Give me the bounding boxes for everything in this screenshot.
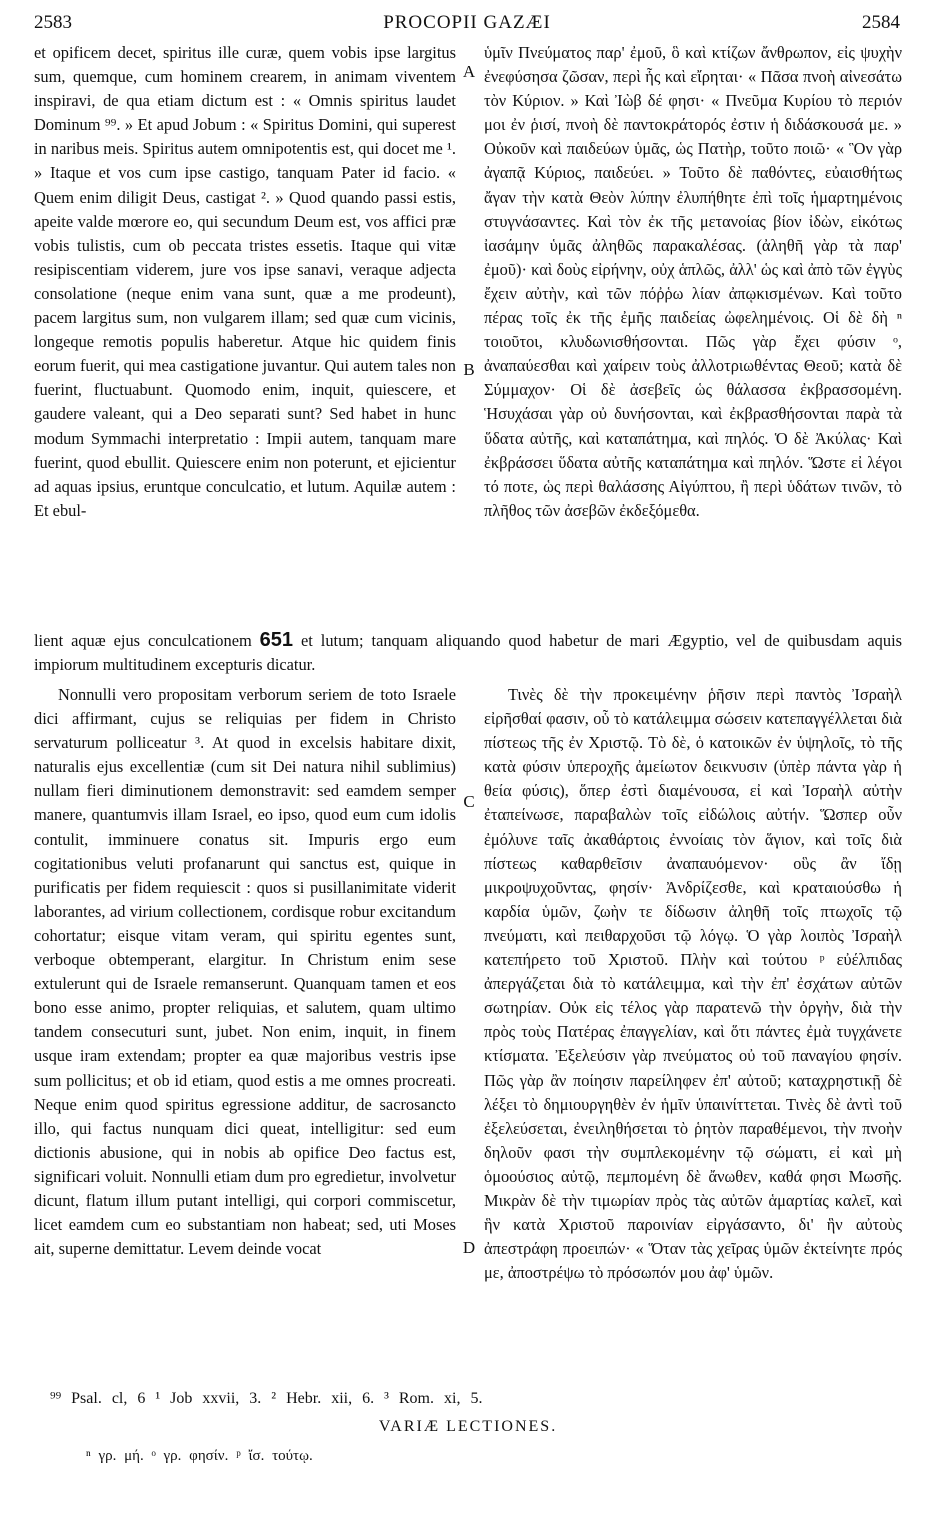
page-number-left: 2583 [34,12,72,33]
footnotes: ⁹⁹ Psal. cl, 6 ¹ Job xxvii, 3. ² Hebr. xii, 6. ³ Rom. xi, 5. [50,1390,483,1407]
running-title: PROCOPII GAZÆI [383,12,551,33]
margin-letter-d: D [462,1238,476,1257]
greek-paragraph-bottom: Τινὲς δὲ τὴν προκειμένην ῥῆσιν περὶ παντὸς Ἰσραὴλ εἰρῆσθαί φασιν, οὗ τὸ κατάλειμμα σώσειν κατεπαγγέλλεται διὰ πίστεως τῆς ἐν Χριστῷ. Τὸ δὲ, ὁ κατοικῶν ἐν ὑψηλοῖς, τὸ τῆς κατὰ φύσιν ὑπεροχῆς ἀμείωτον δεικνυσιν (ὑπὲρ πάντα γὰρ ἡ θεία φύσις), ὅπερ ἐστὶ διαμένουσα, εἰ καὶ Ἰσραὴλ αὐτὴν ἐταπείνωσε, παραβαλὼν τοῖς εἰδώλοις αὐτήν. Ὥσπερ οὖν ἐμόλυνε ταῖς ἀκαθάρτοις ἐννοίαις τὸν ἅγιον, καὶ τοῖς διὰ πίστεως καθαρθεῖσιν ἀναπαυόμενον· οὓς ἂν ἴδῃ μικροψυχοῦντας, φησίν· Ἀνδρίζεσθε, καὶ κραταιούσθω ἡ καρδία ὑμῶν, ζωὴν τε δίδωσιν ἀληθῆ τοῖς πτωχοῖς τῷ πνεύματι, καὶ πειθαρχοῦσι τῷ λόγῳ. Ὁ γὰρ λοιπὸς Ἰσραὴλ κατεπήρετο τοῦ Χριστοῦ. Πλὴν καὶ τούτου ᵖ εὐέλπιδας ἀπεργάζεται διὰ τὸ κατάλειμμα, καὶ τὴν ἐπ' ἐσχάτων αὐτῶν σωτηρίαν. Οὐκ εἰς τέλος γὰρ παρατενῶ τὴν ὀργὴν, διὰ τὴν πρὸς τοὺς Πατέρας ἐπαγγελίαν, καὶ ὅτι πάντες ἐμὰ τυγχάνετε κτίσματα. Ἐξελεύσιν γὰρ πνεύματος οὐ τοῦ παναγίου φησίν. Πῶς γὰρ ἂν ποίησιν παρείληφεν ἐπ' αὐτοῦ; καταχρηστικῇ δὲ λέξει τὸ δημιουργηθὲν ἐν ἡμῖν ὑπαινίττεται. Τινὲς δὲ ἀντὶ τοῦ ἐξελεύσεται, ἐνειληθήσεται τὸ ῥητὸν παραθέμενοι, τὴν πνοὴν δηλοῦν φασι τὴν συμπλεκομένην τῷ σώματι, εἰ καὶ μὴ ὁμοούσιος αὐτῷ, πεμπομένη δὲ ἄνωθεν, καθά φησι Μωσῆς. Μικρὰν δὲ τὴν τιμωρίαν πρὸς τὰς αὐτῶν ἁμαρτίας καλεῖ, καὶ ἣν κατὰ Χριστοῦ παροινίαν εἰργάσαντο, δι' ἣν αὐτοὺς ἀπεστράφη προειπών· « Ὅταν τὰς χεῖρας ὑμῶν ἐκτείνητε πρός με, ἀποστρέψω τὸ πρόσωπόν μου ἀφ' ὑμῶν. [484,685,902,1283]
margin-letter-a: A [462,62,476,81]
spanning-text-after: et lutum; tanquam aliquando quod habetur de mari Ægyptio, vel de quibusdam aquis impiorum multitudinem excepturis dicatur. [34,631,902,675]
greek-column-bottom [484,683,902,1285]
latin-paragraph-bottom: Nonnulli vero propositam verborum seriem de toto Israele dici affirmant, cujus se reliquias per fidem in Christo servaturum polliceatur ³. At quod in excelsis habitare dixit, naturalis ejus excellentiæ (cum sit Dei natura nihil sublimius) nullam fieri diminutionem demonstravit: sed eamdem semper manere, quantumvis illam Israel, eo ipso, quod eum cum idolis contulit, imminuere conatus sit. Impuris ergo eum cogitationibus veluti profanarunt qui sanctus est, quique in purificatis per fidem requiescit : quos si pusillanimitate viderit laborantes, ad virium collectionem, cordisque robur excitandum cohortatur; eisque vitam veram, qui spiritu egentes sunt, verboque obtemperant, elargitur. In Christum enim sese extulerunt qui de Israele remanserunt. Quanquam tamen et eos bono esse animo, propter reliquias, et salutem, quam ultimo tandem consecuturi sunt, jubet. Non enim, inquit, in finem usque iram extendam; propter ea quæ majoribus vestris ipse sum pollicitus; et ob id etiam, quod estis a me omnes procreati. Neque enim quod spiritus egressione additur, de sacrosancto illo, qui factus nunquam dici queat, intelligitur: sed eum dictionis abusione, qui in nobis ab opifice Deo factus est, significari voluit. Nonnulli etiam dum pro egredietur, involvetur dicunt, flatum illum putant intelligi, qui corpori commiscetur, licet eamdem cum eo substantiam non habeat; sed, uti Moses ait, superne demittatur. Levem deinde vocat [34,685,456,1259]
latin-column-top [34,41,456,523]
page-number-right: 2584 [862,12,900,33]
spanning-line [34,628,902,677]
margin-letter-c: C [463,792,475,811]
variae-lectiones-title: VARIÆ LECTIONES. [378,1418,558,1435]
column-number: 651 [259,629,294,651]
greek-paragraph-top: ὑμῖν Πνεύματος παρ' ἐμοῦ, ὃ καὶ κτίζων ἄνθρωπον, εἰς ψυχὴν ἐνεφύσησα ζῶσαν, περὶ ἧς καὶ εἴρηται· « Πᾶσα πνοὴ αἰνεσάτω τὸν Κύριον. » Καὶ Ἰὼβ δέ φησι· « Πνεῦμα Κυρίου τὸ περιόν μοι ἐν ῥισί, πνοὴ δὲ παντοκράτορός ἐστιν ἡ διδάσκουσά με. » Οὐκοῦν καὶ παιδεύων ὑμᾶς, ὡς Πατὴρ, τοῦτο ποιῶ· « Ὃν γὰρ ἀγαπᾷ Κύριος, παιδεύει. » Τοῦτο δὲ παθόντες, εὐαισθήτως ἄγαν τὴν κατὰ Θεὸν λύπην ἐλυπήθητε ἐπὶ τοῖς ἡμαρτημένοις στυγνάσαντες. Καὶ τὸν ἐκ τῆς μετανοίας βίον ἰδὼν, εἰκότως ἰασάμην ὑμᾶς ἀληθῶς παρακαλέσας. (ἀληθῆ γὰρ τὰ παρ' ἐμοῦ)· καὶ δοὺς εἰρήνην, οὐχ ἁπλῶς, ἀλλ' ὡς καὶ ἀπὸ τῶν ἐγγὺς ἔχειν αὐτὴν, καὶ τῶν πόῤῥω λίαν ἀπῳκισμένων. Καὶ τοῦτο πέρας τοῖς ἐκ τῆς ἐμῆς παιδείας ὠφελημένοις. Οἱ δὲ δὴ ⁿ τοιοῦτοι, κλυδωνισθήσονται. Πῶς γὰρ ἔχει φύσιν ᵒ, ἀναπαύεσθαι καὶ χαίρειν τοὺς ἀλλοτριωθέντας Θεοῦ; κατὰ δὲ Σύμμαχον· Οἱ δὲ ἀσεβεῖς ὡς θάλασσα ἐκβρασσομένη. Ἡσυχάσαι γὰρ οὐ δυνήσονται, καὶ ἐκβρασθήσονται παρὰ τὰ ὕδατα αὐτῆς, καὶ καταπάτημα, καὶ πηλός. Ὁ δὲ Ἀκύλας· Καὶ ἐκβράσσει ὕδατα αὐτῆς καταπάτημα καὶ πηλόν. Ὥστε εἰ λέγοι τό ποτε, ὡς περὶ θαλάσσης Αἰγύπτου, ἢ περὶ ὑδάτων τινῶν, τὸ πλῆθος τῶν ἀσεβῶν ἐκδεξόμεθα. [484,43,902,520]
spanning-text-before: lient aquæ ejus conculcationem [34,631,252,650]
greek-column-top [484,41,902,523]
margin-letter-b: B [463,360,475,379]
latin-column-bottom [34,683,456,1261]
page-header [34,12,900,40]
latin-paragraph-top: et opificem decet, spiritus ille curæ, quem vobis ipse largitus sum, quemque, cum hominem crearem, in animam viventem inspiravi, de qua etiam dictum est : « Omnis spiritus laudet Dominum ⁹⁹. » Et apud Jobum : « Spiritus Domini, qui superest in naribus meis. Spiritus autem omnipotentis est, qui docet me ¹. » Itaque et vos cum ipse castigo, tanquam Pater id facio. « Quem enim diligit Deus, castigat ². » Quod quando passi estis, apeite valde mœrore eo, qui secundum Deum est, vos affici præ vobis tulistis, cum ob peccata tristes essetis. Itaque qui vitæ resipiscentiam viderem, jure vos ipse sanavi, veraque adjecta consolatione (neque enim vana sunt, quæ a me prodeunt), pacem largitus sum, non vulgarem illam; sed quæ cum vicinis, longeque remotis populis haberetur. Atque hic quidem finis eorum fuerit, qui mea castigatione juvantur. Qui autem tales non fuerint, fluctuabunt. Quomodo enim, inquit, quiescere, et gaudere valeant, qui a Deo separati sunt? Sed habet in hunc modum Symmachi interpretatio : Impii autem, tanquam mare fuerint, quod ebullit. Quiescere enim non poterunt, et ejicientur ad aquas ipsius, eruntque conculcatio, et lutum. Aquilæ autem : Et ebul- [34,43,456,520]
variae-lectiones: ⁿ γρ. μή. ᵒ γρ. φησίν. ᵖ ἴσ. τούτῳ. [86,1448,313,1464]
